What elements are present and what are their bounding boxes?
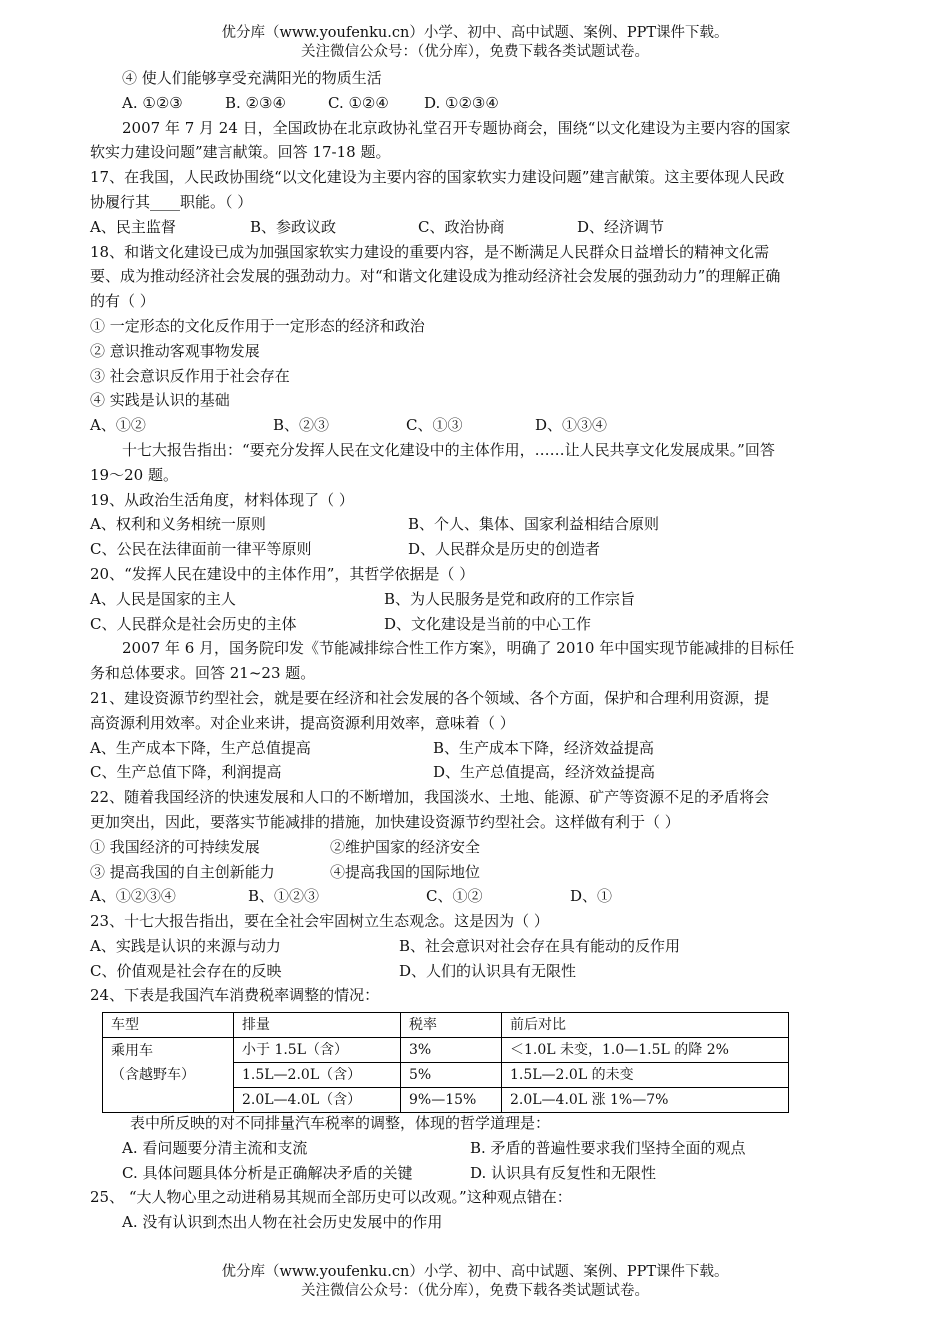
table-header-row <box>103 1013 789 1038</box>
statement-line: ① 一定形态的文化反作用于一定形态的经济和政治 <box>90 316 425 335</box>
question-22: 更加突出，因此，要落实节能减排的措施，加快建设资源节约型社会。这样做有利于（ ） <box>90 812 680 831</box>
tax-rate-table <box>102 1012 789 1113</box>
table-header-cell: 车型 <box>103 1013 234 1038</box>
options-line-q20 <box>90 612 860 637</box>
option-d: D、经济调节 <box>577 217 665 236</box>
intro-paragraph: 2007 年 6 月，国务院印发《节能减排综合性工作方案》，明确了 2010 年中国实现节能减排的目标任 <box>122 639 795 658</box>
option-a: A、民主监督 <box>90 217 176 236</box>
options-line-q21 <box>90 736 860 761</box>
option-d: D、生产总值提高，经济效益提高 <box>433 763 656 782</box>
table-cell: 5% <box>401 1063 502 1088</box>
table-header-cell: 排量 <box>234 1013 401 1038</box>
table-header-cell: 税率 <box>401 1013 502 1038</box>
table-cell: 2.0L—4.0L（含） <box>234 1088 401 1113</box>
question-21: 21、建设资源节约型社会，就是要在经济和社会发展的各个领域、各个方面，保护和合理利用资源，提 <box>90 688 770 707</box>
option-d: D、人们的认识具有无限性 <box>399 961 577 980</box>
option-a: A. ①②③ <box>122 93 183 112</box>
option-b: B、①②③ <box>248 887 320 906</box>
option-d: D、人民群众是历史的创造者 <box>408 540 601 559</box>
table-cell: 1.5L—2.0L 的未变 <box>502 1063 789 1088</box>
option-c: C、人民群众是社会历史的主体 <box>90 614 297 633</box>
option-a: A、①②③④ <box>90 887 176 906</box>
option-d: D. 认识具有反复性和无限性 <box>470 1163 657 1182</box>
intro-paragraph: 十七大报告指出：“要充分发挥人民在文化建设中的主体作用，……让人民共享文化发展成果。”回答 <box>122 440 775 459</box>
option-d: D. ①②③④ <box>424 93 499 112</box>
option-c: C. ①②④ <box>328 93 389 112</box>
option-a: A、实践是认识的来源与动力 <box>90 936 281 955</box>
options-line-q22 <box>90 884 860 909</box>
option-b: B. 矛盾的普遍性要求我们坚持全面的观点 <box>470 1138 746 1157</box>
option-a: A. 看问题要分清主流和支流 <box>122 1138 308 1157</box>
statement: ②维护国家的经济安全 <box>330 837 481 856</box>
question-19: 19、从政治生活角度，材料体现了（ ） <box>90 490 354 509</box>
option-c: C. 具体问题具体分析是正确解决矛盾的关键 <box>122 1163 413 1182</box>
option-c: C、生产总值下降，利润提高 <box>90 763 282 782</box>
option-d: D、文化建设是当前的中心工作 <box>384 614 592 633</box>
question-23: 23、十七大报告指出，要在全社会牢固树立生态观念。这是因为（ ） <box>90 912 549 931</box>
option-b: B、②③ <box>273 416 330 435</box>
question-18: 18、和谐文化建设已成为加强国家软实力建设的重要内容，是不断满足人民群众日益增长的精神文化需 <box>90 242 770 261</box>
header-line-2: 关注微信公众号：（优分库），免费下载各类试题试卷。 <box>301 44 649 60</box>
question-20: 20、“发挥人民在建设中的主体作用”，其哲学依据是（ ） <box>90 564 475 583</box>
option-d: D、① <box>570 887 613 906</box>
statement-line: ② 意识推动客观事物发展 <box>90 341 260 360</box>
option-a: A、生产成本下降，生产总值提高 <box>90 738 311 757</box>
options-line-q19 <box>90 537 860 562</box>
question-18: 要、成为推动经济社会发展的强劲动力。对“和谐文化建设成为推动经济社会发展的强劲动力”的理解正确 <box>90 267 781 286</box>
after-table-content <box>90 1111 860 1235</box>
options-line-q16 <box>90 91 860 116</box>
options-line-q23 <box>90 959 860 984</box>
statement: ③ 提高我国的自主创新能力 <box>90 862 275 881</box>
option-a: A、人民是国家的主人 <box>90 589 236 608</box>
options-line-q24 <box>90 1136 860 1161</box>
option-c: C、公民在法律面前一律平等原则 <box>90 540 312 559</box>
table-cell: 2.0L—4.0L 涨 1%—7% <box>502 1088 789 1113</box>
option-c: C、政治协商 <box>418 217 505 236</box>
option-b: B、为人民服务是党和政府的工作宗旨 <box>384 589 636 608</box>
option-b: B、社会意识对社会存在具有能动的反作用 <box>399 936 681 955</box>
question-18: 的有（ ） <box>90 292 155 311</box>
statement-line <box>90 860 860 885</box>
option-c: C、①② <box>426 887 483 906</box>
option-a: A、①② <box>90 416 146 435</box>
option-b: B、生产成本下降，经济效益提高 <box>433 738 655 757</box>
statement-line: ④ 使人们能够享受充满阳光的物质生活 <box>122 69 382 87</box>
header-line-1: 优分库（www.youfenku.cn）小学、初中、高中试题、案例、PPT课件下载。 <box>221 25 729 41</box>
statement-line: ④ 实践是认识的基础 <box>90 391 230 410</box>
options-line-q21 <box>90 760 860 785</box>
question-17: 协履行其____职能。（ ） <box>90 192 253 211</box>
intro-paragraph: 19～20 题。 <box>90 465 178 484</box>
table-cell: 1.5L—2.0L（含） <box>234 1063 401 1088</box>
options-line-q23 <box>90 934 860 959</box>
statement: ① 我国经济的可持续发展 <box>90 837 260 856</box>
table-cell: 3% <box>401 1038 502 1063</box>
question-25: 25、 “大人物心里之动进稍易其规而全部历史可以改观。”这种观点错在： <box>90 1188 572 1207</box>
footer-line-2: 关注微信公众号：（优分库），免费下载各类试题试卷。 <box>301 1283 649 1299</box>
question-24-stem: 表中所反映的对不同排量汽车税率的调整，体现的哲学道理是： <box>130 1114 551 1132</box>
intro-paragraph: 务和总体要求。回答 21~23 题。 <box>90 664 316 683</box>
option-b: B、个人、集体、国家利益相结合原则 <box>408 515 660 534</box>
car-type-line: （含越野车） <box>111 1067 195 1083</box>
intro-paragraph: 软实力建设问题”建言献策。回答 17-18 题。 <box>90 143 391 162</box>
car-type-cell <box>103 1038 234 1113</box>
table-cell: 小于 1.5L（含） <box>234 1038 401 1063</box>
question-17: 17、在我国，人民政协围绕“以文化建设为主要内容的国家软实力建设问题”建言献策。这主要体现人民政 <box>90 168 785 187</box>
option-c: C、①③ <box>406 416 463 435</box>
car-type-line: 乘用车 <box>111 1043 153 1059</box>
option-a: A、权利和义务相统一原则 <box>90 515 266 534</box>
option-a: A. 没有认识到杰出人物在社会历史发展中的作用 <box>122 1213 443 1232</box>
table-row <box>103 1038 789 1063</box>
options-line-q17 <box>90 215 860 240</box>
question-24: 24、下表是我国汽车消费税率调整的情况： <box>90 986 380 1005</box>
options-line-q24 <box>90 1161 860 1186</box>
statement-line: ③ 社会意识反作用于社会存在 <box>90 366 290 385</box>
option-b: B. ②③④ <box>225 93 286 112</box>
options-line-q19 <box>90 512 860 537</box>
options-line-q20 <box>90 587 860 612</box>
question-21: 高资源利用效率。对企业来讲，提高资源利用效率，意味着（ ） <box>90 713 515 732</box>
question-content <box>90 66 860 1008</box>
option-c: C、价值观是社会存在的反映 <box>90 961 282 980</box>
question-22: 22、随着我国经济的快速发展和人口的不断增加，我国淡水、土地、能源、矿产等资源不足的矛盾将会 <box>90 788 770 807</box>
option-b: B、参政议政 <box>250 217 337 236</box>
option-d: D、①③④ <box>535 416 608 435</box>
statement-line <box>90 835 860 860</box>
statement: ④提高我国的国际地位 <box>330 862 481 881</box>
footer-line-1: 优分库（www.youfenku.cn）小学、初中、高中试题、案例、PPT课件下载。 <box>221 1264 729 1280</box>
intro-paragraph: 2007 年 7 月 24 日，全国政协在北京政协礼堂召开专题协商会，围绕“以文化建设为主要内容的国家 <box>122 118 791 137</box>
table-cell: ＜1.0L 未变，1.0—1.5L 的降 2% <box>502 1038 789 1063</box>
table-cell: 9%—15% <box>401 1088 502 1113</box>
table-header-cell: 前后对比 <box>502 1013 789 1038</box>
options-line-q18 <box>90 413 860 438</box>
